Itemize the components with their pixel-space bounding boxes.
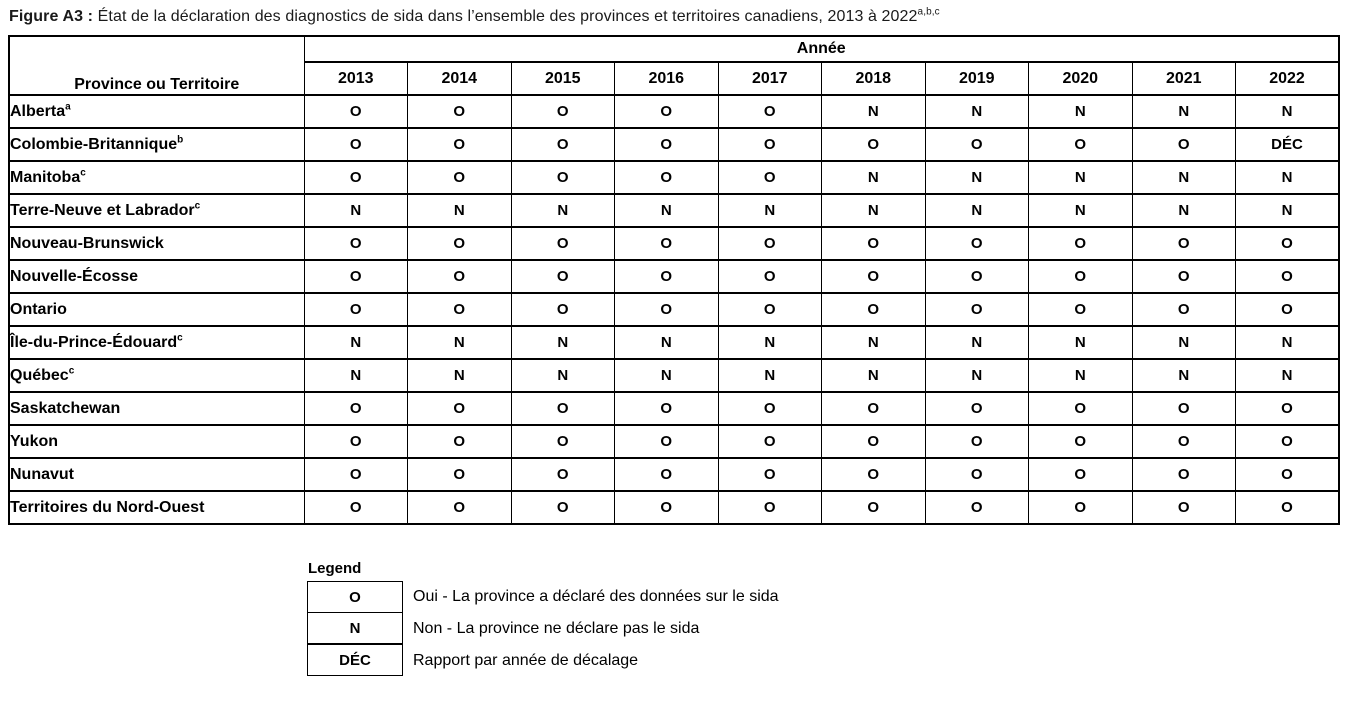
value-cell: N xyxy=(408,194,512,227)
value-cell: N xyxy=(1132,194,1236,227)
value-cell: DÉC xyxy=(1236,128,1340,161)
value-cell: O xyxy=(511,458,615,491)
value-cell: O xyxy=(304,425,408,458)
value-cell: O xyxy=(822,425,926,458)
province-cell xyxy=(9,95,304,128)
legend-symbol-non: N xyxy=(307,612,403,644)
value-cell: O xyxy=(615,491,719,524)
value-cell: O xyxy=(615,95,719,128)
value-cell: N xyxy=(304,194,408,227)
table-row xyxy=(9,260,1339,293)
legend-row xyxy=(307,581,1348,613)
value-cell: N xyxy=(1236,359,1340,392)
value-cell: O xyxy=(925,458,1029,491)
value-cell: O xyxy=(718,128,822,161)
province-footnote: c xyxy=(68,365,75,377)
table-row xyxy=(9,425,1339,458)
legend xyxy=(307,560,1348,677)
province-cell xyxy=(9,326,304,359)
value-cell: N xyxy=(718,326,822,359)
value-cell: N xyxy=(511,359,615,392)
value-cell: N xyxy=(925,95,1029,128)
value-cell: O xyxy=(718,293,822,326)
table-row xyxy=(9,161,1339,194)
value-cell: N xyxy=(1236,95,1340,128)
value-cell: O xyxy=(822,293,926,326)
value-cell: O xyxy=(925,260,1029,293)
value-cell: O xyxy=(1236,293,1340,326)
province-footnote: b xyxy=(177,134,184,146)
legend-row xyxy=(307,645,1348,677)
table-row xyxy=(9,326,1339,359)
value-cell: O xyxy=(408,491,512,524)
value-cell: O xyxy=(511,95,615,128)
province-cell xyxy=(9,425,304,458)
value-cell: O xyxy=(615,161,719,194)
province-name: Québec xyxy=(10,366,69,384)
value-cell: O xyxy=(304,260,408,293)
value-cell: O xyxy=(615,128,719,161)
year-header: 2013 xyxy=(304,62,408,95)
value-cell: O xyxy=(925,392,1029,425)
value-cell: N xyxy=(511,194,615,227)
legend-description-non: Non - La province ne déclare pas le sida xyxy=(413,620,700,637)
value-cell: N xyxy=(1236,161,1340,194)
header-row-group xyxy=(9,36,1339,62)
value-cell: O xyxy=(408,293,512,326)
value-cell: N xyxy=(718,359,822,392)
legend-row xyxy=(307,613,1348,645)
province-footnote: c xyxy=(80,167,86,179)
year-header: 2022 xyxy=(1236,62,1340,95)
province-cell xyxy=(9,491,304,524)
value-cell: O xyxy=(304,491,408,524)
value-cell: O xyxy=(304,128,408,161)
province-cell xyxy=(9,194,304,227)
province-name: Yukon xyxy=(10,432,59,450)
value-cell: N xyxy=(408,359,512,392)
value-cell: O xyxy=(925,491,1029,524)
value-cell: O xyxy=(1029,293,1133,326)
year-header: 2016 xyxy=(615,62,719,95)
value-cell: O xyxy=(511,491,615,524)
legend-symbol-oui: O xyxy=(307,581,403,613)
value-cell: N xyxy=(1132,95,1236,128)
province-cell xyxy=(9,293,304,326)
value-cell: O xyxy=(925,293,1029,326)
value-cell: O xyxy=(511,260,615,293)
province-footnote: c xyxy=(194,200,201,212)
value-cell: O xyxy=(511,293,615,326)
reporting-status-table xyxy=(8,35,1340,525)
value-cell: O xyxy=(718,458,822,491)
value-cell: O xyxy=(1029,491,1133,524)
value-cell: N xyxy=(1132,161,1236,194)
value-cell: O xyxy=(822,128,926,161)
value-cell: O xyxy=(1236,260,1340,293)
value-cell: O xyxy=(1029,425,1133,458)
year-header: 2017 xyxy=(718,62,822,95)
province-name: Colombie-Britannique xyxy=(10,135,178,153)
value-cell: N xyxy=(1029,161,1133,194)
value-cell: O xyxy=(718,425,822,458)
value-cell: O xyxy=(615,392,719,425)
province-name: Territoires du Nord-Ouest xyxy=(10,498,205,516)
value-cell: O xyxy=(1029,128,1133,161)
value-cell: O xyxy=(304,95,408,128)
value-cell: N xyxy=(822,359,926,392)
table-header xyxy=(9,36,1339,95)
legend-symbol-dec: DÉC xyxy=(307,644,403,676)
value-cell: N xyxy=(615,359,719,392)
table-row xyxy=(9,392,1339,425)
table-row xyxy=(9,458,1339,491)
province-name: Manitoba xyxy=(10,168,81,186)
province-footnote: c xyxy=(177,332,183,344)
value-cell: O xyxy=(408,95,512,128)
province-name: Saskatchewan xyxy=(10,399,121,417)
province-name: Nouveau-Brunswick xyxy=(10,234,164,252)
value-cell: O xyxy=(1132,491,1236,524)
value-cell: N xyxy=(718,194,822,227)
value-cell: O xyxy=(408,227,512,260)
province-name: Ontario xyxy=(10,300,67,318)
value-cell: O xyxy=(304,458,408,491)
value-cell: N xyxy=(511,326,615,359)
value-cell: O xyxy=(925,128,1029,161)
province-cell xyxy=(9,458,304,491)
province-cell xyxy=(9,227,304,260)
value-cell: O xyxy=(304,392,408,425)
value-cell: O xyxy=(511,425,615,458)
value-cell: N xyxy=(1132,359,1236,392)
value-cell: O xyxy=(718,161,822,194)
value-cell: N xyxy=(925,326,1029,359)
province-cell xyxy=(9,128,304,161)
table-row xyxy=(9,194,1339,227)
province-name: Nouvelle-Écosse xyxy=(10,267,139,285)
value-cell: N xyxy=(822,95,926,128)
value-cell: O xyxy=(718,491,822,524)
value-cell: O xyxy=(1236,491,1340,524)
value-cell: O xyxy=(304,227,408,260)
value-cell: O xyxy=(1236,392,1340,425)
value-cell: O xyxy=(718,227,822,260)
value-cell: O xyxy=(1029,458,1133,491)
legend-description-oui: Oui - La province a déclaré des données sur le sida xyxy=(413,588,779,605)
value-cell: O xyxy=(1132,293,1236,326)
value-cell: O xyxy=(615,458,719,491)
province-cell xyxy=(9,392,304,425)
value-cell: O xyxy=(1132,392,1236,425)
value-cell: O xyxy=(1029,227,1133,260)
value-cell: O xyxy=(822,260,926,293)
value-cell: N xyxy=(822,326,926,359)
legend-title: Legend xyxy=(308,560,362,577)
figure-title-text: État de la déclaration des diagnostics de sida dans l’ensemble des provinces et territoires canadiens, 2013 à 2022 xyxy=(93,8,918,25)
value-cell: N xyxy=(408,326,512,359)
value-cell: O xyxy=(1132,260,1236,293)
table-row xyxy=(9,128,1339,161)
province-cell xyxy=(9,161,304,194)
value-cell: O xyxy=(1132,227,1236,260)
value-cell: O xyxy=(304,293,408,326)
figure-title xyxy=(9,8,1348,26)
value-cell: O xyxy=(822,491,926,524)
value-cell: O xyxy=(511,392,615,425)
legend-description-dec: Rapport par année de décalage xyxy=(413,652,639,669)
year-header: 2019 xyxy=(925,62,1029,95)
value-cell: O xyxy=(1236,227,1340,260)
value-cell: O xyxy=(511,161,615,194)
table-body xyxy=(9,95,1339,524)
value-cell: O xyxy=(718,392,822,425)
value-cell: N xyxy=(304,359,408,392)
province-cell xyxy=(9,260,304,293)
value-cell: N xyxy=(615,194,719,227)
value-cell: N xyxy=(615,326,719,359)
value-cell: N xyxy=(1029,194,1133,227)
value-cell: O xyxy=(408,425,512,458)
province-name: Île-du-Prince-Édouard xyxy=(10,333,178,351)
value-cell: O xyxy=(615,293,719,326)
value-cell: N xyxy=(304,326,408,359)
province-name: Terre-Neuve et Labrador xyxy=(10,201,195,219)
value-cell: N xyxy=(1029,326,1133,359)
year-header: 2018 xyxy=(822,62,926,95)
value-cell: N xyxy=(1029,95,1133,128)
province-footnote: a xyxy=(65,101,71,113)
value-cell: O xyxy=(822,458,926,491)
value-cell: O xyxy=(1236,458,1340,491)
value-cell: N xyxy=(925,161,1029,194)
value-cell: O xyxy=(511,128,615,161)
table-row xyxy=(9,95,1339,128)
year-header: 2021 xyxy=(1132,62,1236,95)
value-cell: O xyxy=(822,392,926,425)
value-cell: N xyxy=(822,161,926,194)
value-cell: O xyxy=(408,260,512,293)
value-cell: O xyxy=(822,227,926,260)
value-cell: O xyxy=(511,227,615,260)
value-cell: O xyxy=(304,161,408,194)
figure-title-footnotes: a,b,c xyxy=(917,6,940,18)
year-header: 2020 xyxy=(1029,62,1133,95)
value-cell: N xyxy=(1236,326,1340,359)
page xyxy=(0,8,1348,717)
table-row xyxy=(9,491,1339,524)
table-row xyxy=(9,293,1339,326)
value-cell: O xyxy=(718,260,822,293)
province-column-header: Province ou Territoire xyxy=(9,36,304,95)
value-cell: N xyxy=(1029,359,1133,392)
value-cell: O xyxy=(408,161,512,194)
value-cell: O xyxy=(1132,458,1236,491)
value-cell: O xyxy=(1236,425,1340,458)
value-cell: O xyxy=(615,227,719,260)
value-cell: O xyxy=(1132,425,1236,458)
province-cell xyxy=(9,359,304,392)
year-group-header: Année xyxy=(304,36,1339,62)
table-row xyxy=(9,227,1339,260)
figure-label: Figure A3 : xyxy=(9,8,94,25)
province-name: Alberta xyxy=(10,102,66,120)
value-cell: N xyxy=(1236,194,1340,227)
value-cell: O xyxy=(1029,260,1133,293)
province-name: Nunavut xyxy=(10,465,74,483)
value-cell: N xyxy=(822,194,926,227)
table-row xyxy=(9,359,1339,392)
value-cell: N xyxy=(925,359,1029,392)
value-cell: O xyxy=(1132,128,1236,161)
value-cell: O xyxy=(615,260,719,293)
value-cell: N xyxy=(925,194,1029,227)
value-cell: O xyxy=(925,425,1029,458)
value-cell: O xyxy=(408,392,512,425)
value-cell: O xyxy=(718,95,822,128)
value-cell: O xyxy=(925,227,1029,260)
value-cell: N xyxy=(1132,326,1236,359)
value-cell: O xyxy=(615,425,719,458)
value-cell: O xyxy=(1029,392,1133,425)
year-header: 2014 xyxy=(408,62,512,95)
value-cell: O xyxy=(408,458,512,491)
value-cell: O xyxy=(408,128,512,161)
year-header: 2015 xyxy=(511,62,615,95)
